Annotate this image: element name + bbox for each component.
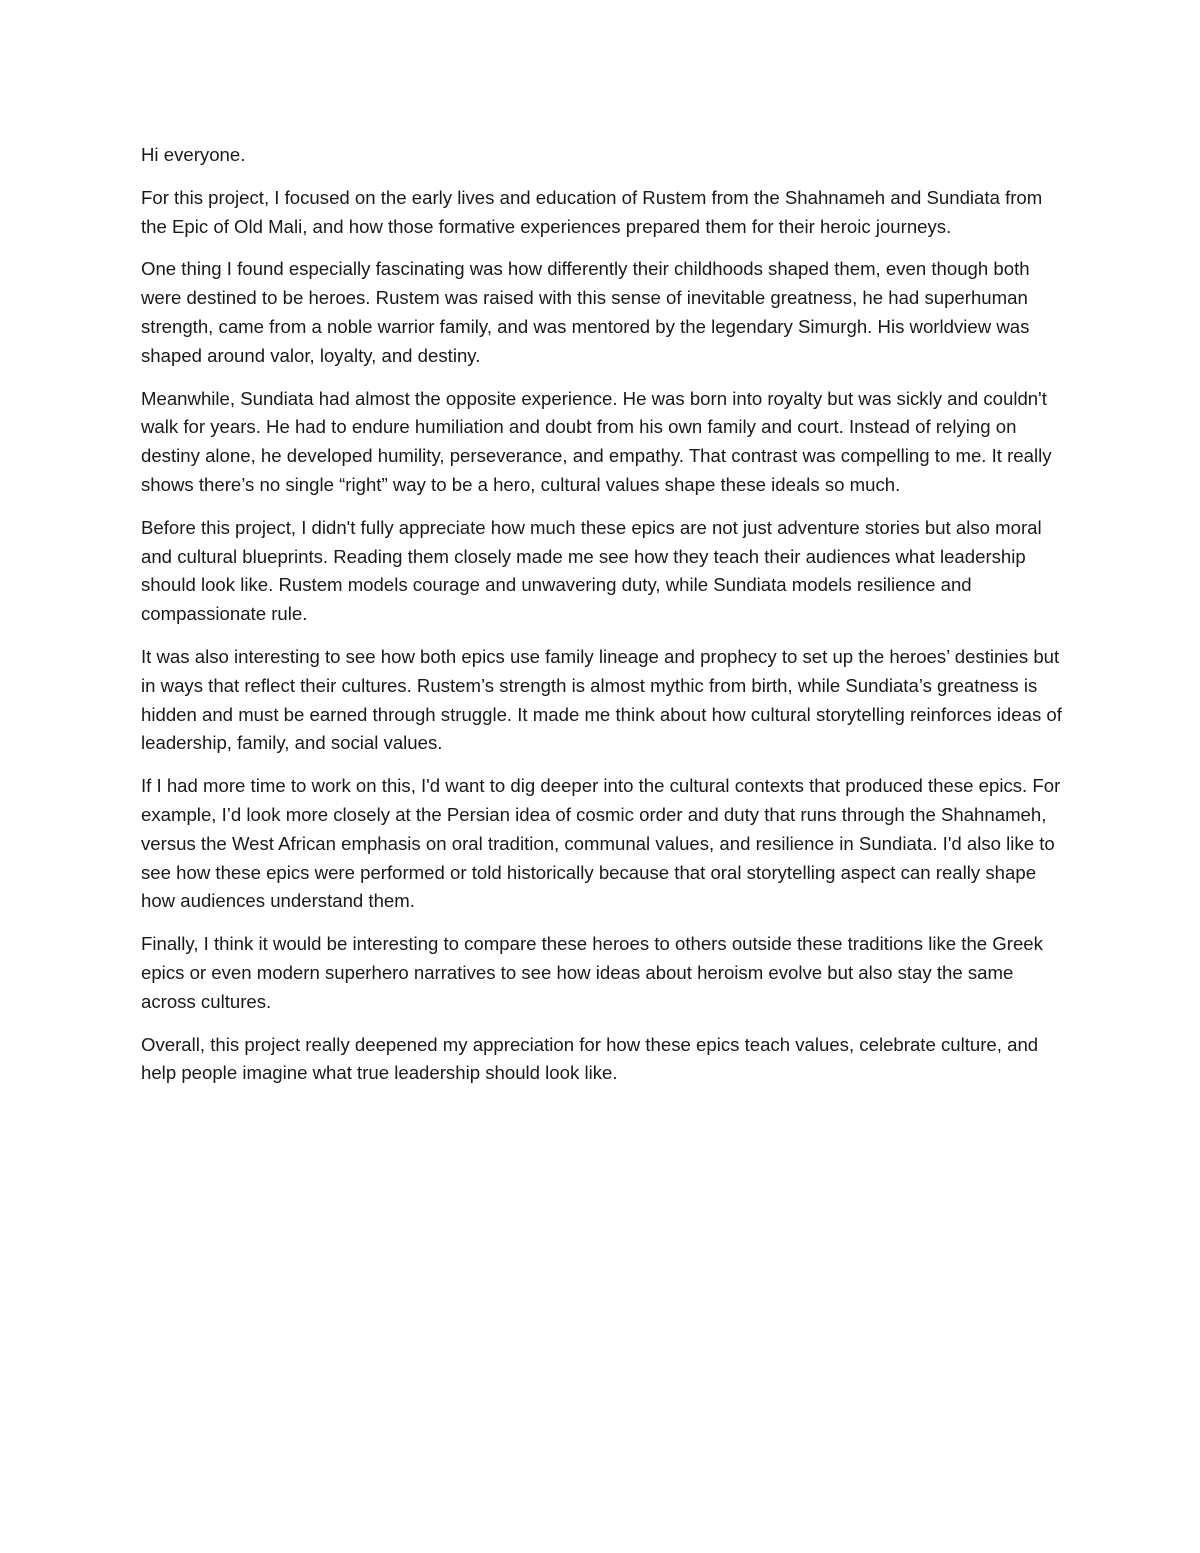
document-body — [141, 141, 1063, 1102]
paragraph-greeting: Hi everyone. — [141, 144, 246, 165]
paragraph-future-work: If I had more time to work on this, I'd want to dig deeper into the cultural contexts that produced these epics. For example, I’d look more closely at the Persian idea of cosmic order and duty that runs through the Shahnameh, versus the West African emphasis on oral tradition, communal values, and resilience in Sundiata. I'd also like to see how these epics were performed or told historically because that oral storytelling aspect can really shape how audiences understand them. — [141, 775, 1061, 912]
paragraph-project-focus: For this project, I focused on the early lives and education of Rustem from the Shahnameh and Sundiata from the Epic of Old Mali, and how those formative experiences prepared them for their heroic journeys. — [141, 186, 1043, 237]
paragraph-conclusion: Overall, this project really deepened my appreciation for how these epics teach values, celebrate culture, and help people imagine what true leadership should look like. — [141, 1033, 1039, 1084]
paragraph-rustem-childhood: One thing I found especially fascinating was how differently their childhoods shaped them, even though both were destined to be heroes. Rustem was raised with this sense of inevitable greatness, he had superhuman strength, came from a noble warrior family, and was mentored by the legendary Simurgh. His worldview was shaped around valor, loyalty, and destiny. — [141, 258, 1030, 366]
paragraph-comparison: Finally, I think it would be interesting to compare these heroes to others outside these traditions like the Greek epics or even modern superhero narratives to see how ideas about heroism evolve but also stay the same across cultures. — [141, 933, 1043, 1012]
paragraph-sundiata-childhood: Meanwhile, Sundiata had almost the opposite experience. He was born into royalty but was sickly and couldn't walk for years. He had to endure humiliation and doubt from his own family and court. Instead of relying on destiny alone, he developed humility, perseverance, and empathy. That contrast was compelling to me. It really shows there’s no single “right” way to be a hero, cultural values shape these ideals so much. — [141, 387, 1052, 495]
paragraph-lineage-prophecy: It was also interesting to see how both epics use family lineage and prophecy to set up the heroes’ destinies but in ways that reflect their cultures. Rustem’s strength is almost mythic from birth, while Sundiata’s greatness is hidden and must be earned through struggle. It made me think about how cultural storytelling reinforces ideas of leadership, family, and social values. — [141, 645, 1062, 754]
paragraph-moral-blueprints: Before this project, I didn't fully appreciate how much these epics are not just adventure stories but also moral and cultural blueprints. Reading them closely made me see how they teach their audiences what leadership should look like. Rustem models courage and unwavering duty, while Sundiata models resilience and compassionate rule. — [141, 516, 1042, 625]
